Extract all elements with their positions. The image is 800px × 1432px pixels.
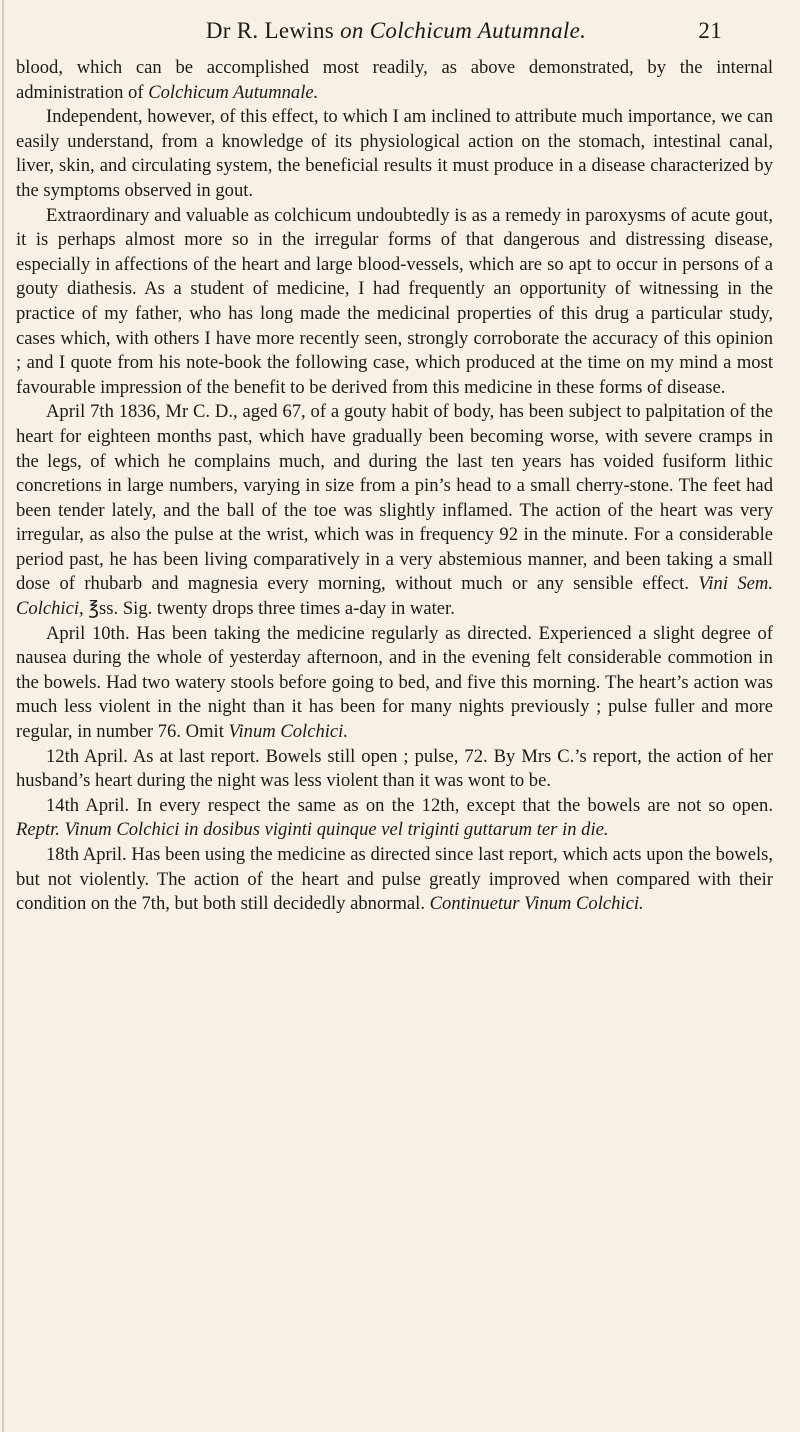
italic-text: Vinum Colchici. bbox=[228, 721, 348, 743]
paragraph bbox=[16, 204, 773, 401]
running-header bbox=[110, 18, 722, 48]
text-segment: 12th April. As at last report. Bowels still open ; pulse, 72. By Mrs C.’s report, the action of her husband’s heart during the night was less violent than it was wont to be. bbox=[16, 745, 773, 792]
header-on: on bbox=[340, 18, 364, 43]
running-title bbox=[110, 18, 682, 44]
header-subject: Colchicum Autumnale. bbox=[369, 18, 587, 43]
text-segment: April 7th 1836, Mr C. D., aged 67, of a gouty habit of body, has been subject to palpitation of the heart for eighteen months past, which have gradually been becoming worse, with severe cramps in the legs, of which he complains much, and during the last ten years has voided fusiform lithic concretions in large numbers, varying in size from a pin’s head to a small cherry-stone. The feet had been tender lately, and the ball of the toe was slightly inflamed. The action of the heart was very irregular, as also the pulse at the wrist, which was in frequency 92 in the minute. For a considerable period past, he has been living comparatively in a very abstemious manner, and been taking a small dose of rhubarb and magnesia every morning, without much or any sensible effect. bbox=[16, 401, 773, 595]
text-segment: 14th April. In every respect the same as on the 12th, except that the bowels are not so open. bbox=[46, 794, 773, 816]
text-segment: ℥ss. Sig. twenty drops three times a-day in water. bbox=[83, 598, 455, 620]
text-segment: Extraordinary and valuable as colchicum undoubtedly is as a remedy in paroxysms of acute gout, it is perhaps almost more so in the irregular forms of that dangerous and distressing disease, especially in affections of the heart and large blood-vessels, which are so apt to occur in persons of a gouty diathesis. As a student of medicine, I had frequently an opportunity of witnessing in the practice of my father, who has long made the medicinal properties of this drug a particular study, cases which, with others I have more recently seen, strongly corroborate the accuracy of this opinion ; and I quote from his note-book the following case, which produced at the time on my mind a most favourable impression of the benefit to be derived from this medicine in these forms of disease. bbox=[16, 204, 773, 398]
italic-text: Colchicum Autumnale. bbox=[148, 81, 319, 103]
text-segment: Independent, however, of this effect, to which I am inclined to attribute much importance, we can easily understand, from a knowledge of its physiological action on the stomach, intestinal canal, liver, skin, and circulating system, the beneficial results it must produce in a disease characterized by the symptoms observed in gout. bbox=[16, 106, 773, 201]
paragraph bbox=[16, 745, 773, 794]
paragraph bbox=[16, 400, 773, 621]
page-gutter-edge bbox=[2, 0, 4, 1432]
paragraph bbox=[16, 56, 773, 105]
page-number: 21 bbox=[698, 18, 722, 43]
italic-text: Vini Sem. Colchici, bbox=[16, 573, 773, 620]
italic-text: Reptr. Vinum Colchici in dosibus viginti quinque vel triginti guttarum ter in die. bbox=[16, 819, 609, 841]
paragraph bbox=[16, 622, 773, 745]
text-segment: blood, which can be accomplished most readily, as above demonstrated, by the internal administration of bbox=[16, 57, 773, 103]
header-author: Dr R. Lewins bbox=[205, 18, 335, 43]
text-segment: 18th April. Has been using the medicine as directed since last report, which acts upon the bowels, but not violently. The action of the heart and pulse greatly improved when compared with their condition on the 7th, but both still decidedly abnormal. bbox=[16, 844, 773, 915]
italic-text: Continuetur Vinum Colchici. bbox=[429, 893, 644, 915]
body-text bbox=[16, 56, 773, 917]
text-segment: April 10th. Has been taking the medicine regularly as directed. Experienced a slight degree of nausea during the whole of yesterday afternoon, and in the evening felt considerable commotion in the bowels. Had two watery stools before going to bed, and five this morning. The heart’s action was much less violent in the night than it has been for many nights previously ; pulse fuller and more regular, in number 76. Omit bbox=[16, 622, 773, 743]
paragraph bbox=[16, 105, 773, 203]
paragraph bbox=[16, 843, 773, 917]
paragraph bbox=[16, 794, 773, 843]
